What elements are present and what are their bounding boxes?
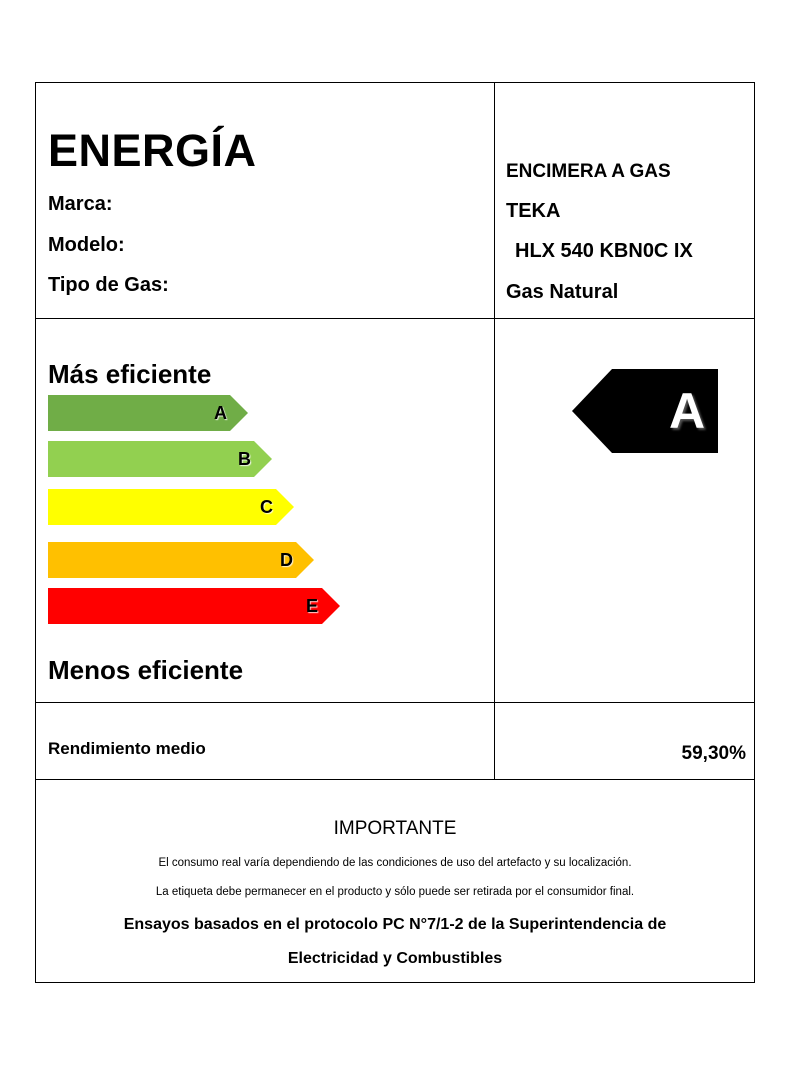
efficiency-class-c xyxy=(48,489,294,525)
energy-label xyxy=(35,82,755,983)
rating-arrow-text xyxy=(572,369,718,453)
rating-letter: A xyxy=(668,383,706,439)
efficiency-class-b xyxy=(48,441,272,477)
more-efficient-label: Más eficiente xyxy=(48,359,212,389)
efficiency-class-d xyxy=(48,542,314,578)
efficiency-class-arrow xyxy=(48,489,294,525)
product-type: ENCIMERA A GAS xyxy=(506,161,671,182)
efficiency-class-shape xyxy=(48,489,294,525)
less-efficient-label: Menos eficiente xyxy=(48,655,244,685)
label-removal-note: La etiqueta debe permanecer en el producto y sólo puede ser retirada por el consumidor final. xyxy=(155,886,635,898)
efficiency-class-letter: B xyxy=(238,449,251,469)
performance-value: 59,30% xyxy=(681,743,746,764)
protocol-note-line2: Electricidad y Combustibles xyxy=(287,950,503,967)
performance-label: Rendimiento medio xyxy=(48,739,206,758)
gas-type-label: Tipo de Gas: xyxy=(48,274,169,296)
gas-type-value: Gas Natural xyxy=(506,281,619,303)
model-label: Modelo: xyxy=(48,234,125,256)
efficiency-class-arrow xyxy=(48,542,314,578)
brand-label: Marca: xyxy=(48,193,113,215)
efficiency-class-a xyxy=(48,395,248,431)
efficiency-class-e xyxy=(48,588,340,624)
consumption-note: El consumo real varía dependiendo de las condiciones de uso del artefacto y su localización. xyxy=(158,857,632,869)
efficiency-class-letter: C xyxy=(260,497,273,517)
brand-value: TEKA xyxy=(506,200,561,222)
important-heading: IMPORTANTE xyxy=(333,818,457,839)
model-value: HLX 540 KBN0C IX xyxy=(515,240,693,262)
efficiency-class-shape xyxy=(48,542,314,578)
efficiency-class-shape xyxy=(48,588,340,624)
divider-performance xyxy=(36,779,754,780)
efficiency-class-arrow xyxy=(48,588,340,624)
efficiency-class-letter: E xyxy=(306,596,319,616)
efficiency-class-letter: D xyxy=(280,550,293,570)
efficiency-class-letter: A xyxy=(214,403,227,423)
protocol-note-line1: Ensayos basados en el protocolo PC N°7/1-2 de la Superintendencia de xyxy=(123,916,667,933)
divider-header xyxy=(36,318,754,319)
label-title: ENERGÍA xyxy=(48,125,257,176)
divider-efficiency xyxy=(36,702,754,703)
divider-vertical xyxy=(494,83,495,779)
